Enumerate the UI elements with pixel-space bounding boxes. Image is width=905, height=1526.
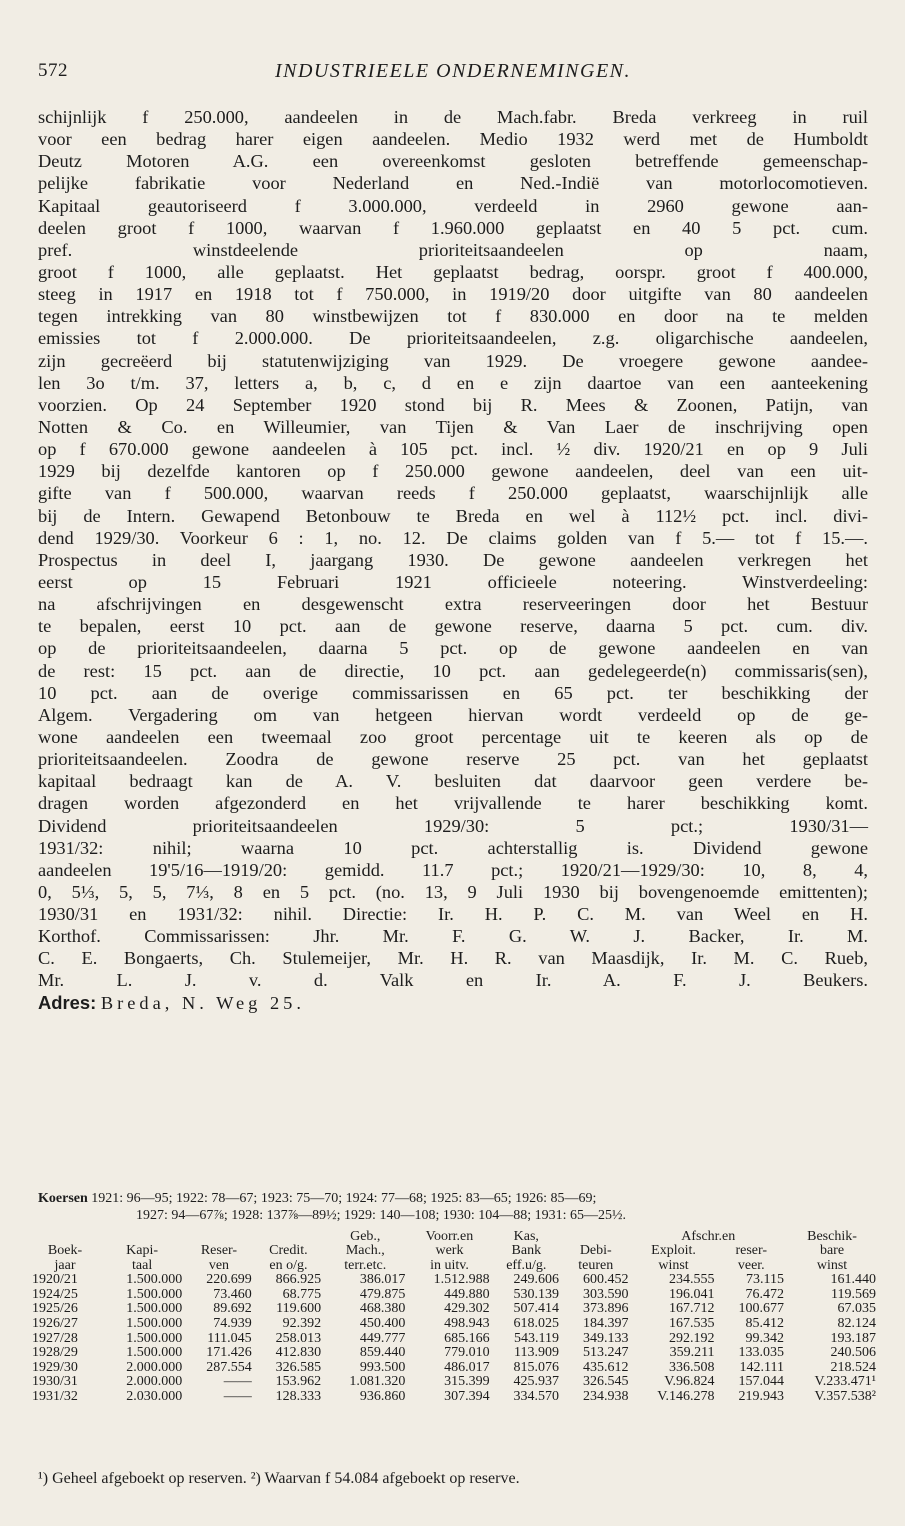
table-header-cell: taal — [132, 1257, 153, 1273]
table-cell: 425.937 — [513, 1374, 560, 1390]
table-header-cell: teuren — [578, 1257, 614, 1273]
body-line: de rest: 15 pct. aan de directie, 10 pct. aan gedelegeerde(n) commissaris(sen), — [38, 660, 868, 681]
table-cell: 479.875 — [359, 1286, 406, 1302]
table-year-cell: 1926/27 — [32, 1316, 78, 1331]
body-line: Prospectus in deel I, jaargang 1930. De gewone aandeelen verkregen het — [38, 549, 868, 570]
table-cell: 1.081.320 — [349, 1374, 406, 1390]
table-cell: 218.524 — [830, 1359, 876, 1375]
body-line: te bepalen, eerst 10 pct. aan de gewone reserve, daarna 5 pct. cum. div. — [38, 616, 868, 637]
table-cell: 258.013 — [275, 1330, 322, 1346]
table-cell: 196.041 — [669, 1286, 715, 1302]
body-line: bij de Intern. Gewapend Betonbouw te Breda en wel à 112½ pct. incl. divi- — [38, 505, 868, 526]
table-cell: 92.392 — [282, 1316, 322, 1331]
table-cell: 618.025 — [513, 1316, 560, 1331]
table-header-row — [30, 1259, 878, 1273]
table-year-cell: 1928/29 — [32, 1345, 78, 1361]
adres-line — [38, 992, 868, 1014]
table-cell: 936.860 — [359, 1388, 406, 1404]
table-cell: 326.545 — [583, 1374, 629, 1390]
table-cell: 171.426 — [206, 1345, 252, 1361]
table-cell: 334.570 — [513, 1388, 560, 1404]
table-cell: 128.333 — [275, 1388, 322, 1404]
table-cell: 866.925 — [275, 1272, 322, 1288]
table-cell: 73.115 — [746, 1272, 785, 1288]
table-cell: 157.044 — [738, 1374, 785, 1390]
table-row — [30, 1302, 878, 1317]
body-line: schijnlijk f 250.000, aandeelen in de Mach.fabr. Breda verkreeg in ruil — [38, 107, 868, 127]
body-line: voor een bedrag harer eigen aandeelen. Medio 1932 werd met de Humboldt — [38, 129, 868, 150]
table-cell: 76.472 — [745, 1286, 785, 1302]
body-line: len 3o t/m. 37, letters a, b, c, d en e zijn daartoe van een aanteekening — [38, 372, 868, 393]
body-line: Mr. L. J. v. d. Valk en Ir. A. F. J. Beukers. — [38, 970, 868, 991]
table-cell: 193.187 — [830, 1330, 876, 1346]
body-line: Notten & Co. en Willeumier, van Tijen & Van Laer de inschrijving open — [38, 416, 868, 437]
table-cell: V.233.471¹ — [814, 1374, 876, 1390]
body-line: 1931/32: nihil; waarna 10 pct. achterstallig is. Dividend gewone — [38, 837, 868, 858]
table-cell: 220.699 — [206, 1272, 252, 1288]
table-cell: 386.017 — [359, 1272, 406, 1288]
financial-table-head — [30, 1230, 878, 1273]
table-cell: 167.712 — [669, 1301, 715, 1317]
body-line: 10 pct. aan de overige commissarissen en 65 pct. ter beschikking der — [38, 682, 868, 703]
table-cell: 119.600 — [276, 1301, 322, 1317]
table-cell: 685.166 — [444, 1330, 490, 1346]
table-cell: 240.506 — [830, 1345, 876, 1361]
table-year-cell: 1929/30 — [32, 1359, 78, 1375]
table-row — [30, 1361, 878, 1376]
table-header-cell: Bank — [511, 1243, 542, 1259]
table-header-cell: Kapi- — [126, 1243, 159, 1259]
body-line: pref. winstdeelende prioriteitsaandeelen op naam, — [38, 239, 868, 260]
table-header-cell: veer. — [737, 1257, 765, 1273]
body-line: Kapitaal geautoriseerd f 3.000.000, verdeeld in 2960 gewone aan- — [38, 195, 868, 216]
table-cell: 167.535 — [669, 1316, 715, 1331]
table-cell: 68.775 — [282, 1286, 322, 1302]
table-cell: 2.000.000 — [126, 1374, 183, 1390]
table-header-cell: Exploit. — [651, 1243, 696, 1259]
table-cell: 336.508 — [669, 1359, 715, 1375]
table-header-cell: Credit. — [269, 1243, 308, 1259]
body-line: op f 670.000 gewone aandeelen à 105 pct. incl. ½ div. 1920/21 en op 9 Juli — [38, 439, 868, 460]
table-cell: 449.777 — [359, 1330, 406, 1346]
body-line: gifte van f 500.000, waarvan reeds f 250.000 geplaatst, waarschijnlijk alle — [38, 483, 868, 504]
table-cell: 133.035 — [738, 1345, 785, 1361]
body-line: zijn gecreëerd bij statutenwijziging van 1929. De vroegere gewone aandee- — [38, 350, 868, 371]
table-cell: 513.247 — [583, 1345, 629, 1361]
table-year-cell: 1920/21 — [32, 1272, 78, 1288]
table-header-cell: Kas, — [513, 1229, 539, 1244]
body-line: Algem. Vergadering om van hetgeen hiervan wordt verdeeld op de ge- — [38, 704, 868, 725]
footnote: ¹) Geheel afgeboekt op reserven. ²) Waarvan f 54.084 afgeboekt op reserve. — [38, 1470, 520, 1487]
table-cell: 373.896 — [583, 1301, 629, 1317]
table-row — [30, 1346, 878, 1361]
table-row — [30, 1375, 878, 1390]
table-cell: 779.010 — [444, 1345, 490, 1361]
table-cell: 486.017 — [444, 1359, 490, 1375]
table-header-cell: Voorr.en — [425, 1229, 474, 1244]
table-header-cell — [30, 1230, 100, 1244]
body-line: steeg in 1917 en 1918 tot f 750.000, in 1919/20 door uitgifte van 80 aandeelen — [38, 284, 868, 305]
table-cell: 530.139 — [513, 1286, 560, 1302]
table-header-cell: terr.etc. — [344, 1257, 387, 1273]
table-header-cell: reser- — [735, 1243, 768, 1259]
table-header-cell: Reser- — [200, 1243, 238, 1259]
table-header-cell — [254, 1230, 323, 1244]
table-cell: 85.412 — [745, 1316, 785, 1331]
body-line: Korthof. Commissarissen: Jhr. Mr. F. G. W. J. Backer, Ir. M. — [38, 926, 868, 947]
table-header-cell: Boek- — [47, 1243, 83, 1259]
table-cell: 507.414 — [513, 1301, 560, 1317]
page-header — [38, 60, 868, 90]
table-header-cell: bare — [819, 1243, 845, 1259]
table-header-cell — [561, 1230, 630, 1244]
page-number: 572 — [38, 60, 68, 81]
table-cell: 468.380 — [359, 1301, 406, 1317]
table-cell: 349.133 — [583, 1330, 629, 1346]
table-cell: 249.606 — [513, 1272, 560, 1288]
table-cell: 67.035 — [837, 1301, 876, 1317]
financial-table — [30, 1230, 878, 1405]
adres-value: Breda, N. Weg 25. — [100, 992, 305, 1013]
body-line: voorzien. Op 24 September 1920 stond bij R. Mees & Zoonen, Patijn, van — [38, 394, 868, 415]
body-line: dend 1929/30. Voorkeur 6 : 1, no. 12. De claims golden van f 5.— tot f 15.—. — [38, 527, 868, 548]
table-cell: 1.500.000 — [126, 1316, 183, 1331]
table-header-cell: jaar — [54, 1257, 76, 1273]
table-cell: 234.555 — [669, 1272, 715, 1288]
table-cell: 1.500.000 — [126, 1301, 183, 1317]
table-header-cell — [184, 1230, 253, 1244]
table-cell: 543.119 — [514, 1330, 560, 1346]
table-cell: 219.943 — [738, 1388, 785, 1404]
table-header-cell: in uitv. — [430, 1257, 469, 1273]
body-line: Deutz Motoren A.G. een overeenkomst gesloten betreffende gemeenschap- — [38, 151, 868, 172]
table-header-cell: werk — [435, 1243, 464, 1259]
table-cell: 1.500.000 — [126, 1345, 183, 1361]
body-line: Dividend prioriteitsaandeelen 1929/30: 5 pct.; 1930/31— — [38, 815, 868, 836]
table-cell: 435.612 — [583, 1359, 629, 1375]
table-cell: 2.000.000 — [126, 1359, 183, 1375]
body-line: wone aandeelen een tweemaal zoo groot percentage uit te keeren als op de — [38, 726, 868, 747]
table-header-cell: Debi- — [579, 1243, 612, 1259]
table-year-cell: 1927/28 — [32, 1330, 78, 1346]
table-header-cell: eff.u/g. — [506, 1257, 547, 1273]
body-line: C. E. Bongaerts, Ch. Stulemeijer, Mr. H. R. van Maasdijk, Ir. M. C. Rueb, — [38, 948, 868, 969]
table-cell: 73.460 — [213, 1286, 252, 1302]
body-line: op de prioriteitsaandeelen, daarna 5 pct. op de gewone aandeelen en van — [38, 638, 868, 659]
koersen-line-1 — [38, 1190, 868, 1207]
running-title: INDUSTRIEELE ONDERNEMINGEN. — [274, 60, 632, 82]
koersen-values-1: 1921: 96—95; 1922: 78—67; 1923: 75—70; 1924: 77—68; 1925: 83—65; 1926: 85—69; — [91, 1191, 597, 1206]
table-cell: 600.452 — [583, 1272, 629, 1288]
table-cell: 99.342 — [745, 1330, 785, 1346]
table-year-cell: 1931/32 — [32, 1388, 78, 1404]
table-cell: 161.440 — [830, 1272, 876, 1288]
body-line: deelen groot f 1000, waarvan f 1.960.000 geplaatst en 40 5 pct. cum. — [38, 217, 868, 238]
table-cell: 292.192 — [669, 1330, 715, 1346]
table-cell: 234.938 — [583, 1388, 629, 1404]
table-cell: 74.939 — [213, 1316, 252, 1331]
table-cell: 142.111 — [739, 1359, 785, 1375]
body-line: na afschrijvingen en desgewenscht extra reserveeringen door het Bestuur — [38, 594, 868, 615]
body-line: pelijke fabrikatie voor Nederland en Ned.-Indië van motorlocomotieven. — [38, 173, 868, 194]
table-cell: 303.590 — [583, 1286, 629, 1302]
table-cell: 429.302 — [444, 1301, 490, 1317]
table-header-row — [30, 1244, 878, 1258]
table-row — [30, 1390, 878, 1405]
table-cell: 412.830 — [275, 1345, 322, 1361]
table-cell: 993.500 — [359, 1359, 406, 1375]
body-line: 0, 5⅓, 5, 5, 7⅓, 8 en 5 pct. (no. 13, 9 Juli 1930 bij bovengenoemde emittenten); — [38, 881, 868, 902]
table-cell: 1.512.988 — [433, 1272, 490, 1288]
table-cell: —— — [223, 1388, 252, 1404]
body-line: 1930/31 en 1931/32: nihil. Directie: Ir. H. P. C. M. van Weel en H. — [38, 904, 868, 925]
table-header-cell: winst — [658, 1257, 689, 1273]
table-cell: 287.554 — [206, 1359, 252, 1375]
table-cell: 815.076 — [513, 1359, 560, 1375]
koersen-label: Koersen — [38, 1191, 88, 1206]
table-cell: 326.585 — [275, 1359, 322, 1375]
body-line: eerst op 15 Februari 1921 officieele noteering. Winstverdeeling: — [38, 571, 868, 592]
table-cell: 450.400 — [359, 1316, 406, 1331]
table-row — [30, 1273, 878, 1288]
table-cell: 184.397 — [583, 1316, 629, 1331]
table-cell: —— — [223, 1374, 252, 1390]
table-header-cell: Beschik- — [807, 1229, 857, 1244]
table-cell: 113.909 — [514, 1345, 560, 1361]
adres-label: Adres: — [38, 991, 97, 1013]
table-row — [30, 1332, 878, 1347]
body-text — [38, 106, 868, 1014]
koersen-line-2: 1927: 94—67⅞; 1928: 137⅞—89½; 1929: 140—108; 1930: 104—88; 1931: 65—25½. — [136, 1208, 627, 1223]
table-cell: 315.399 — [444, 1374, 490, 1390]
body-line: kapitaal bedraagt kan de A. V. besluiten dat daarvoor geen verdere be- — [38, 771, 868, 792]
table-cell: 498.943 — [444, 1316, 490, 1331]
table-cell: 2.030.000 — [126, 1388, 183, 1404]
table-cell: 100.677 — [738, 1301, 785, 1317]
table-cell: 153.962 — [275, 1374, 322, 1390]
table-cell: 859.440 — [359, 1345, 406, 1361]
table-header-cell: Geb., — [350, 1229, 381, 1244]
table-cell: 1.500.000 — [126, 1330, 183, 1346]
table-row — [30, 1288, 878, 1303]
body-line: groot f 1000, alle geplaatst. Het geplaatst bedrag, oorspr. groot f 400.000, — [38, 261, 868, 282]
table-cell: 111.045 — [207, 1330, 252, 1346]
table-cell: 359.211 — [669, 1345, 715, 1361]
body-line: emissies tot f 2.000.000. De prioriteitsaandeelen, z.g. oligarchische aandeelen, — [38, 328, 868, 349]
table-row — [30, 1317, 878, 1332]
koersen-block — [38, 1190, 868, 1224]
table-header-cell: Afschr.en — [681, 1229, 736, 1244]
table-cell: 1.500.000 — [126, 1286, 183, 1302]
table-cell: 307.394 — [444, 1388, 490, 1404]
table-year-cell: 1924/25 — [32, 1286, 78, 1302]
table-cell: 119.569 — [831, 1286, 876, 1302]
table-header-cell: ven — [208, 1257, 230, 1273]
financial-table-body — [30, 1273, 878, 1404]
body-line: tegen intrekking van 80 winstbewijzen tot f 830.000 en door na te melden — [38, 306, 868, 327]
body-line: prioriteitsaandeelen. Zoodra de gewone reserve 25 pct. van het geplaatst — [38, 749, 868, 770]
table-header-cell — [100, 1230, 184, 1244]
table-cell: V.96.824 — [664, 1374, 715, 1390]
body-line: 1929 bij dezelfde kantoren op f 250.000 gewone aandeelen, deel van een uit- — [38, 461, 868, 482]
table-cell: 1.500.000 — [126, 1272, 183, 1288]
table-cell: V.146.278 — [657, 1388, 715, 1404]
table-header-row — [30, 1230, 878, 1244]
body-line: dragen worden afgezonderd en het vrijvallende te harer beschikking komt. — [38, 793, 868, 814]
table-year-cell: 1930/31 — [32, 1374, 78, 1390]
body-line: aandeelen 19'5/16—1919/20: gemidd. 11.7 pct.; 1920/21—1929/30: 10, 8, 4, — [38, 859, 868, 880]
table-cell: 89.692 — [213, 1301, 252, 1317]
table-year-cell: 1925/26 — [32, 1301, 78, 1317]
table-cell: 82.124 — [837, 1316, 876, 1331]
table-header-cell: Mach., — [345, 1243, 385, 1259]
table-cell: V.357.538² — [814, 1388, 876, 1404]
table-cell: 449.880 — [444, 1286, 490, 1302]
table-header-cell: en o/g. — [269, 1257, 308, 1273]
table-header-cell: winst — [816, 1257, 848, 1273]
